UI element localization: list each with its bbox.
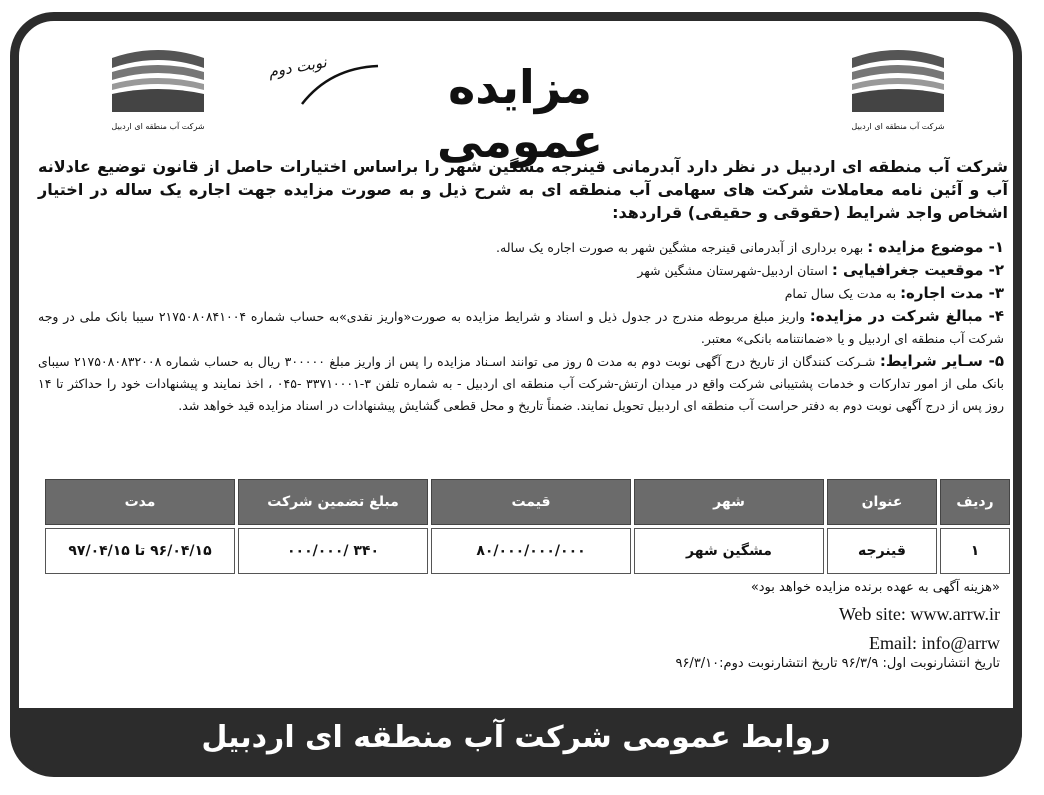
column-header: شهر [634, 479, 824, 525]
round-label: نوبت دوم [266, 53, 328, 81]
table-cell: قینرجه [827, 528, 937, 574]
auction-table [42, 476, 1013, 577]
item-text: به مدت یک سال تمام [784, 286, 897, 301]
item-text: واریز مبلغ مربوطه مندرج در جدول ذیل و اسناد و شرایط مزایده به صورت«واریز نقدی»به حساب شماره ۲۱۷۵۰۸۰۸۴۱۰۰۴ سیبا بانک ملی در وجه شرکت آب منطقه ای اردبیل و یا «ضمانتنامه بانکی» معتبر. [38, 309, 1004, 346]
item-label: ۴- مبالغ شرکت در مزایده: [809, 307, 1004, 325]
water-logo-icon [108, 38, 208, 122]
column-header: مبلغ تضمین شرکت [238, 479, 428, 525]
item-label: ۳- مدت اجاره: [900, 284, 1004, 302]
item-label: ۲- موقعیت جغرافیایی : [831, 261, 1004, 279]
publication-dates: تاریخ انتشارنوبت اول: ۹۶/۳/۹ تاریخ انتشارنوبت دوم:۹۶/۳/۱۰ [675, 656, 1000, 671]
company-logo-left [108, 38, 208, 138]
water-logo-icon [848, 38, 948, 122]
column-header: مدت [45, 479, 235, 525]
list-item [38, 259, 1004, 282]
table-cell: ۹۶/۰۴/۱۵ تا ۹۷/۰۴/۱۵ [45, 528, 235, 574]
cost-note: «هزینه آگهی به عهده برنده مزایده خواهد بود» [750, 580, 1000, 595]
column-header: عنوان [827, 479, 937, 525]
intro-paragraph: شرکت آب منطقه ای اردبیل در نظر دارد آبدرمانی قینرجه مشگین شهر را براساس اختیارات حاصل از قانون توضیع عادلانه آب و آئین نامه معاملات شرکت های سهامی آب منطقه ای به شرح ذیل و به صورت مزایده جهت اجاره یک ساله در اختیار اشخاص واجد شرایط (حقوقی و حقیقی) قراردهد: [38, 157, 1008, 222]
item-label: ۱- موضوع مزایده : [867, 238, 1004, 256]
column-header: ردیف [940, 479, 1010, 525]
table-cell: ۳۴۰ /۰۰۰/۰۰۰ [238, 528, 428, 574]
item-label: ۵- سـایر شرایط: [879, 352, 1004, 370]
company-logo-right [848, 38, 948, 138]
table-cell: ۱ [940, 528, 1010, 574]
email-link[interactable]: Email: info@arrw [868, 633, 1000, 653]
table-cell: ۸۰/۰۰۰/۰۰۰/۰۰۰ [431, 528, 631, 574]
list-item [38, 305, 1004, 350]
footer-banner: روابط عمومی شرکت آب منطقه ای اردبیل [10, 708, 1022, 772]
list-item [38, 236, 1004, 259]
item-text: شـرکت کنندگان از تاریخ درج آگهی نوبت دوم به مدت ۵ روز می توانند اسـناد مزایده را پس از واریز مبلغ ۳۰۰۰۰۰ ریال به حساب شماره ۲۱۷۵۰۸۰۸۳۲۰۰۸ سیبای بانک ملی از امور تدارکات و خدمات پشتیبانی شرکت واقع در میدان ارتش-شرکت آب منطقه ای اردبیل - به شماره تلفن ۳-۳۳۷۱۰۰۰۱ -۰۴۵ ، اخذ نمایند و پیشنهادات خود را حداکثر تا ۱۴ روز پس از درج آگهی نوبت دوم به دفتر حراست آب منطقه ای اردبیل تحویل نمایند. ضمناً تاریخ و محل قطعی گشایش پیشنهادات در اسناد مزایده قید خواهد شد. [38, 354, 1005, 413]
table-header-row [45, 479, 1010, 525]
item-text: بهره برداری از آبدرمانی قینرجه مشگین شهر به صورت اجاره یک ساله. [496, 240, 864, 255]
page-title: مزایده عمومی [436, 60, 604, 168]
table-row [45, 528, 1010, 574]
website-link[interactable]: Web site: www.arrw.ir [838, 604, 1000, 624]
logo-company-name: شرکت آب منطقه ای اردبیل [851, 122, 945, 131]
list-item [38, 350, 1004, 417]
list-item [38, 282, 1004, 305]
logo-company-name: شرکت آب منطقه ای اردبیل [111, 122, 205, 131]
table-cell: مشگین شهر [634, 528, 824, 574]
column-header: قیمت [431, 479, 631, 525]
conditions-list [38, 236, 1004, 417]
item-text: استان اردبیل-شهرستان مشگین شهر [637, 263, 828, 278]
contact-info [740, 600, 1000, 658]
